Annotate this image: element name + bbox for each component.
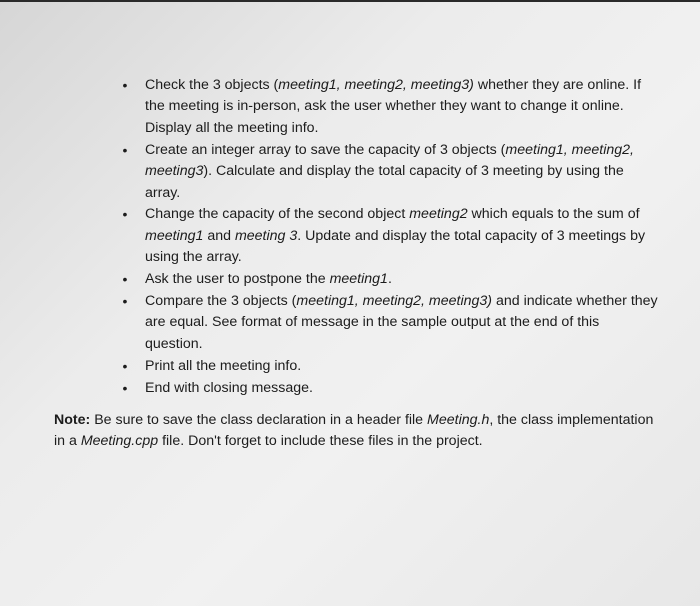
- bullet-dot-icon: •: [122, 379, 128, 396]
- text-segment: End with closing message.: [145, 379, 313, 396]
- document-content: [0, 2, 700, 606]
- requirement-item: [120, 356, 660, 377]
- bullet-dot-icon: •: [122, 206, 128, 223]
- text-segment: , the class implementation in a: [54, 412, 654, 450]
- text-segment: Check the 3 objects (: [145, 77, 279, 93]
- bullet-dot-icon: •: [122, 141, 128, 158]
- text-segment: .: [387, 271, 392, 288]
- requirement-item: [120, 269, 660, 290]
- text-segment: file. Don't forget to include these files in the project.: [158, 433, 483, 450]
- requirement-item: [120, 291, 660, 355]
- italic-text: Meeting.h: [427, 412, 490, 428]
- italic-text: meeting1: [329, 271, 388, 288]
- italic-text: meeting 3: [234, 227, 298, 244]
- italic-text: meeting1: [145, 227, 204, 244]
- italic-text: meeting1, meeting2, meeting3: [145, 141, 634, 180]
- note-body: [54, 412, 653, 449]
- text-segment: Compare the 3 objects (: [145, 293, 297, 310]
- text-segment: and indicate whether they are equal. See format of message in the sample output at the end of this question.: [145, 293, 658, 352]
- requirement-item: [120, 140, 660, 204]
- document-page: [0, 2, 700, 606]
- italic-text: Meeting.cpp: [80, 433, 159, 450]
- text-segment: ). Calculate and display the total capacity of 3 meeting by using the array.: [145, 163, 624, 201]
- text-segment: Create an integer array to save the capacity of 3 objects (: [145, 141, 506, 158]
- requirements-list: [120, 75, 660, 400]
- italic-text: meeting1, meeting2, meeting3): [296, 293, 493, 310]
- text-segment: Print all the meeting info.: [145, 357, 302, 374]
- note-paragraph: [54, 410, 664, 453]
- bullet-dot-icon: •: [122, 293, 128, 310]
- text-segment: which equals to the sum of: [467, 206, 640, 223]
- text-segment: Ask the user to postpone the: [145, 271, 330, 288]
- text-segment: Be sure to save the class declaration in a header file: [90, 412, 428, 428]
- text-segment: and: [203, 227, 235, 244]
- note-label: Note:: [54, 412, 91, 428]
- text-segment: Change the capacity of the second object: [145, 206, 410, 223]
- italic-text: meeting1, meeting2, meeting3): [278, 77, 474, 93]
- requirement-item: [120, 378, 660, 399]
- bullet-dot-icon: •: [122, 271, 128, 288]
- bullet-dot-icon: •: [122, 357, 128, 374]
- text-segment: whether they are online. If the meeting is in-person, ask the user whether they want to change it online. Display all the meeting info.: [145, 77, 642, 136]
- bullet-dot-icon: •: [122, 77, 128, 93]
- requirement-item: [120, 75, 660, 139]
- requirement-item: [120, 204, 660, 268]
- italic-text: meeting2: [409, 206, 468, 223]
- text-segment: . Update and display the total capacity of 3 meetings by using the array.: [145, 227, 646, 266]
